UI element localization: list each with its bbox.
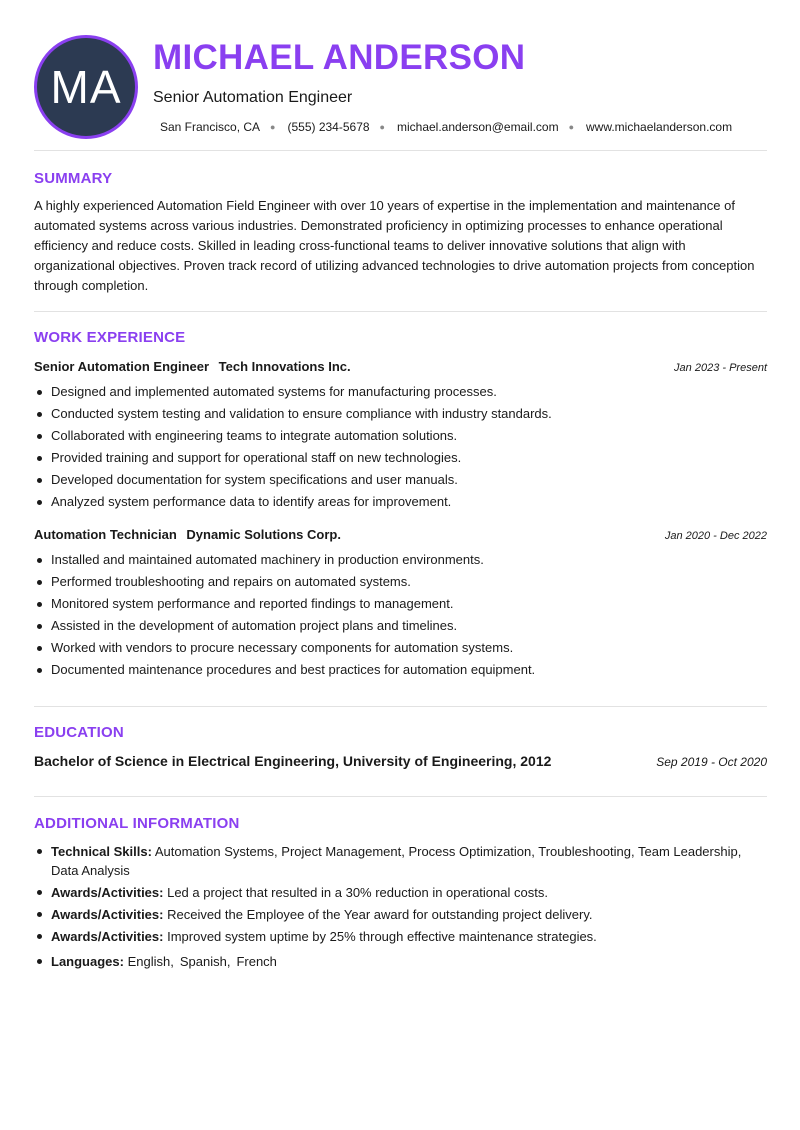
list-item: Developed documentation for system specifications and user manuals. <box>34 469 767 491</box>
contact-bar <box>160 120 760 134</box>
list-item: Designed and implemented automated systems for manufacturing processes. <box>34 381 767 403</box>
dot-separator-icon: ● <box>270 122 276 132</box>
summary-text: A highly experienced Automation Field Engineer with over 10 years of expertise in the implementation and maintenance of automated systems across various industries. Demonstrated proficiency in optimizing processes to enhance operational efficiency and reduce costs. Skilled in leading cross-functional teams to deliver innovative solutions that align with organizational objectives. Proven track record of utilizing advanced technologies to drive automation projects from conception through completion. <box>34 198 755 293</box>
education-entry <box>34 753 767 769</box>
job-company: Tech Innovations Inc. <box>218 359 351 374</box>
info-text: Led a project that resulted in a 30% reduction in operational costs. <box>167 885 548 900</box>
info-label: Awards/Activities: <box>51 885 164 900</box>
avatar <box>34 35 138 139</box>
list-item: Performed troubleshooting and repairs on automated systems. <box>34 571 767 593</box>
job-bullets <box>34 549 767 681</box>
avatar-initials: MA <box>50 61 122 113</box>
info-text: Automation Systems, Project Management, Process Optimization, Troubleshooting, Team Leadership, Data Analysis <box>51 844 742 878</box>
divider <box>34 796 767 797</box>
info-text: Improved system uptime by 25% through effective maintenance strategies. <box>167 929 597 944</box>
list-item: Installed and maintained automated machinery in production environments. <box>34 549 767 571</box>
job-dates: Jan 2020 - Dec 2022 <box>664 530 767 542</box>
info-text: Received the Employee of the Year award for outstanding project delivery. <box>167 907 593 922</box>
list-item <box>34 883 767 902</box>
list-item <box>34 927 767 946</box>
divider <box>34 311 767 312</box>
list-item: Conducted system testing and validation to ensure compliance with industry standards. <box>34 403 767 425</box>
additional-info-list <box>34 842 767 974</box>
job-bullets <box>34 381 767 513</box>
list-item: Monitored system performance and reported findings to management. <box>34 593 767 615</box>
job-dates: Jan 2023 - Present <box>674 362 767 374</box>
list-item: Documented maintenance procedures and best practices for automation equipment. <box>34 659 767 681</box>
education-degree: Bachelor of Science in Electrical Engineering, University of Engineering, 2012 <box>34 753 552 769</box>
info-label: Languages: <box>51 954 124 969</box>
list-item: Assisted in the development of automation project plans and timelines. <box>34 615 767 637</box>
divider <box>34 706 767 707</box>
contact-phone: (555) 234-5678 <box>287 120 370 134</box>
info-label: Technical Skills: <box>51 844 152 859</box>
job-company: Dynamic Solutions Corp. <box>186 527 341 542</box>
job-role: Senior Automation Engineer <box>34 359 210 374</box>
job-header <box>34 359 767 374</box>
contact-email[interactable]: michael.anderson@email.com <box>396 120 559 134</box>
job-role: Automation Technician <box>34 527 177 542</box>
divider <box>34 150 767 151</box>
candidate-name: MICHAEL ANDERSON <box>153 38 526 77</box>
language-item: French <box>236 954 277 969</box>
info-label: Awards/Activities: <box>51 907 164 922</box>
list-item: Collaborated with engineering teams to integrate automation solutions. <box>34 425 767 447</box>
list-item: Provided training and support for operational staff on new technologies. <box>34 447 767 469</box>
list-item <box>34 842 767 880</box>
section-title-education: EDUCATION <box>34 724 124 741</box>
section-title-summary: SUMMARY <box>34 170 113 187</box>
contact-website[interactable]: www.michaelanderson.com <box>586 120 733 134</box>
dot-separator-icon: ● <box>379 122 385 132</box>
dot-separator-icon: ● <box>568 122 575 132</box>
job-header <box>34 527 767 542</box>
contact-location: San Francisco, CA <box>160 120 261 134</box>
list-item: Analyzed system performance data to identify areas for improvement. <box>34 491 767 513</box>
language-item: Spanish, <box>179 954 231 969</box>
list-item <box>34 905 767 924</box>
education-dates: Sep 2019 - Oct 2020 <box>656 755 767 769</box>
candidate-title: Senior Automation Engineer <box>153 89 353 106</box>
list-item <box>34 952 767 971</box>
language-item: English, <box>127 954 174 969</box>
section-title-work-experience: WORK EXPERIENCE <box>34 329 186 346</box>
section-title-additional-information: ADDITIONAL INFORMATION <box>34 815 240 832</box>
list-item: Worked with vendors to procure necessary components for automation systems. <box>34 637 767 659</box>
info-label: Awards/Activities: <box>51 929 164 944</box>
